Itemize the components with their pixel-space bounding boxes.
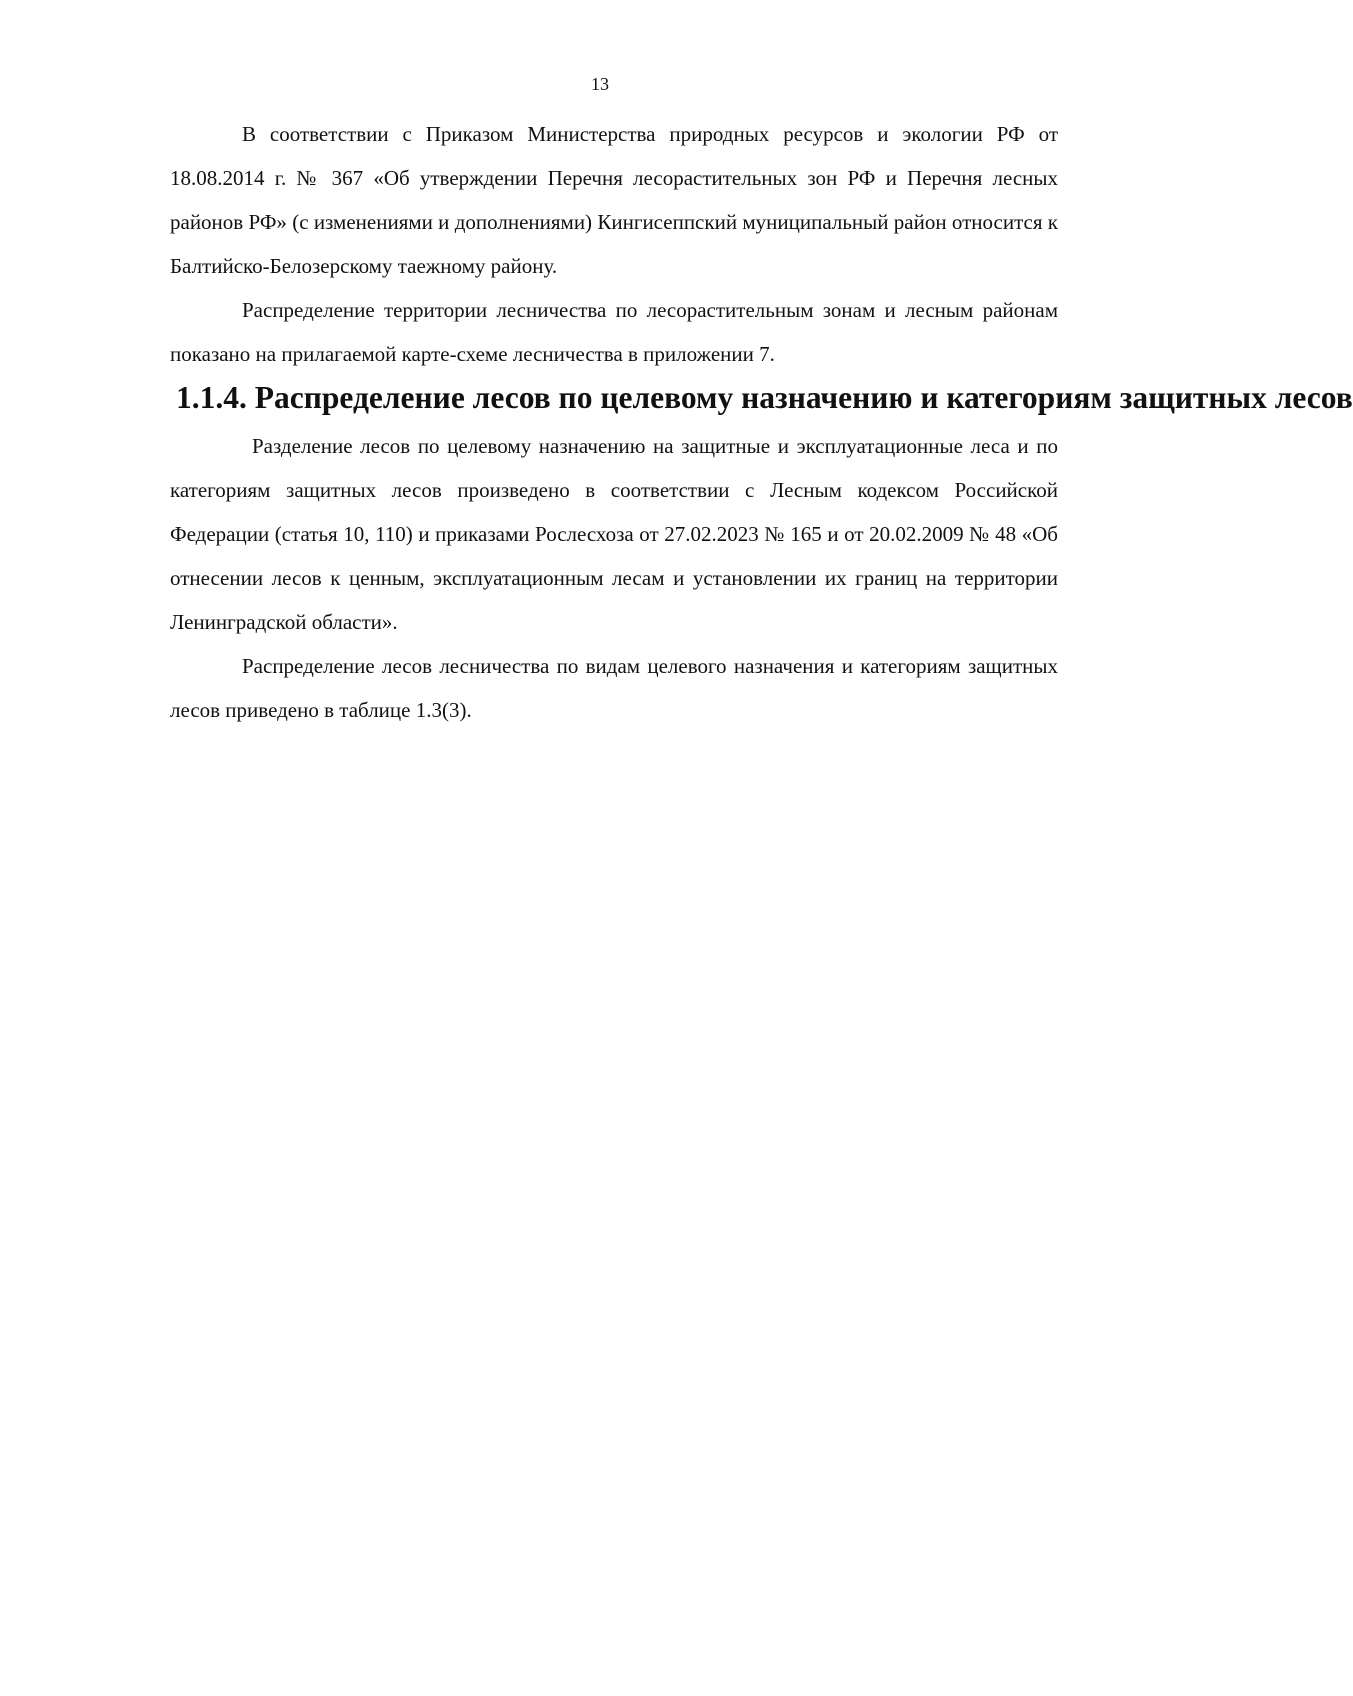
paragraph-table-reference: Распределение лесов лесничества по видам целевого назначения и категориям защитных лесов приведено в таблице 1.3(3). bbox=[170, 654, 1058, 722]
paragraph-forest-regions: В соответствии с Приказом Министерства природных ресурсов и экологии РФ от 18.08.2014 г. № 367 «Об утверждении Перечня лесорастительных зон РФ и Перечня лесных районов РФ» (с изменениями и дополнениями) Кингисеппский муниципальный район относится к Балтийско-Белозерскому таежному району. bbox=[170, 122, 1058, 278]
paragraph-forest-division: Разделение лесов по целевому назначению на защитные и эксплуатационные леса и по категориям защитных лесов произведено в соответствии с Лесным кодексом Российской Федерации (статья 10, 110) и приказами Рослесхоза от 27.02.2023 № 165 и от 20.02.2009 № 48 «Об отнесении лесов к ценным, эксплуатационным лесам и установлении их границ на территории Ленинградской области». bbox=[170, 434, 1058, 634]
page-number: 13 bbox=[591, 74, 609, 94]
paragraph-territory-distribution: Распределение территории лесничества по лесорастительным зонам и лесным районам показано на прилагаемой карте-схеме лесничества в приложении 7. bbox=[170, 298, 1058, 366]
section-heading: 1.1.4. Распределение лесов по целевому назначению и категориям защитных лесов bbox=[176, 380, 1353, 415]
page-content bbox=[170, 112, 1353, 732]
